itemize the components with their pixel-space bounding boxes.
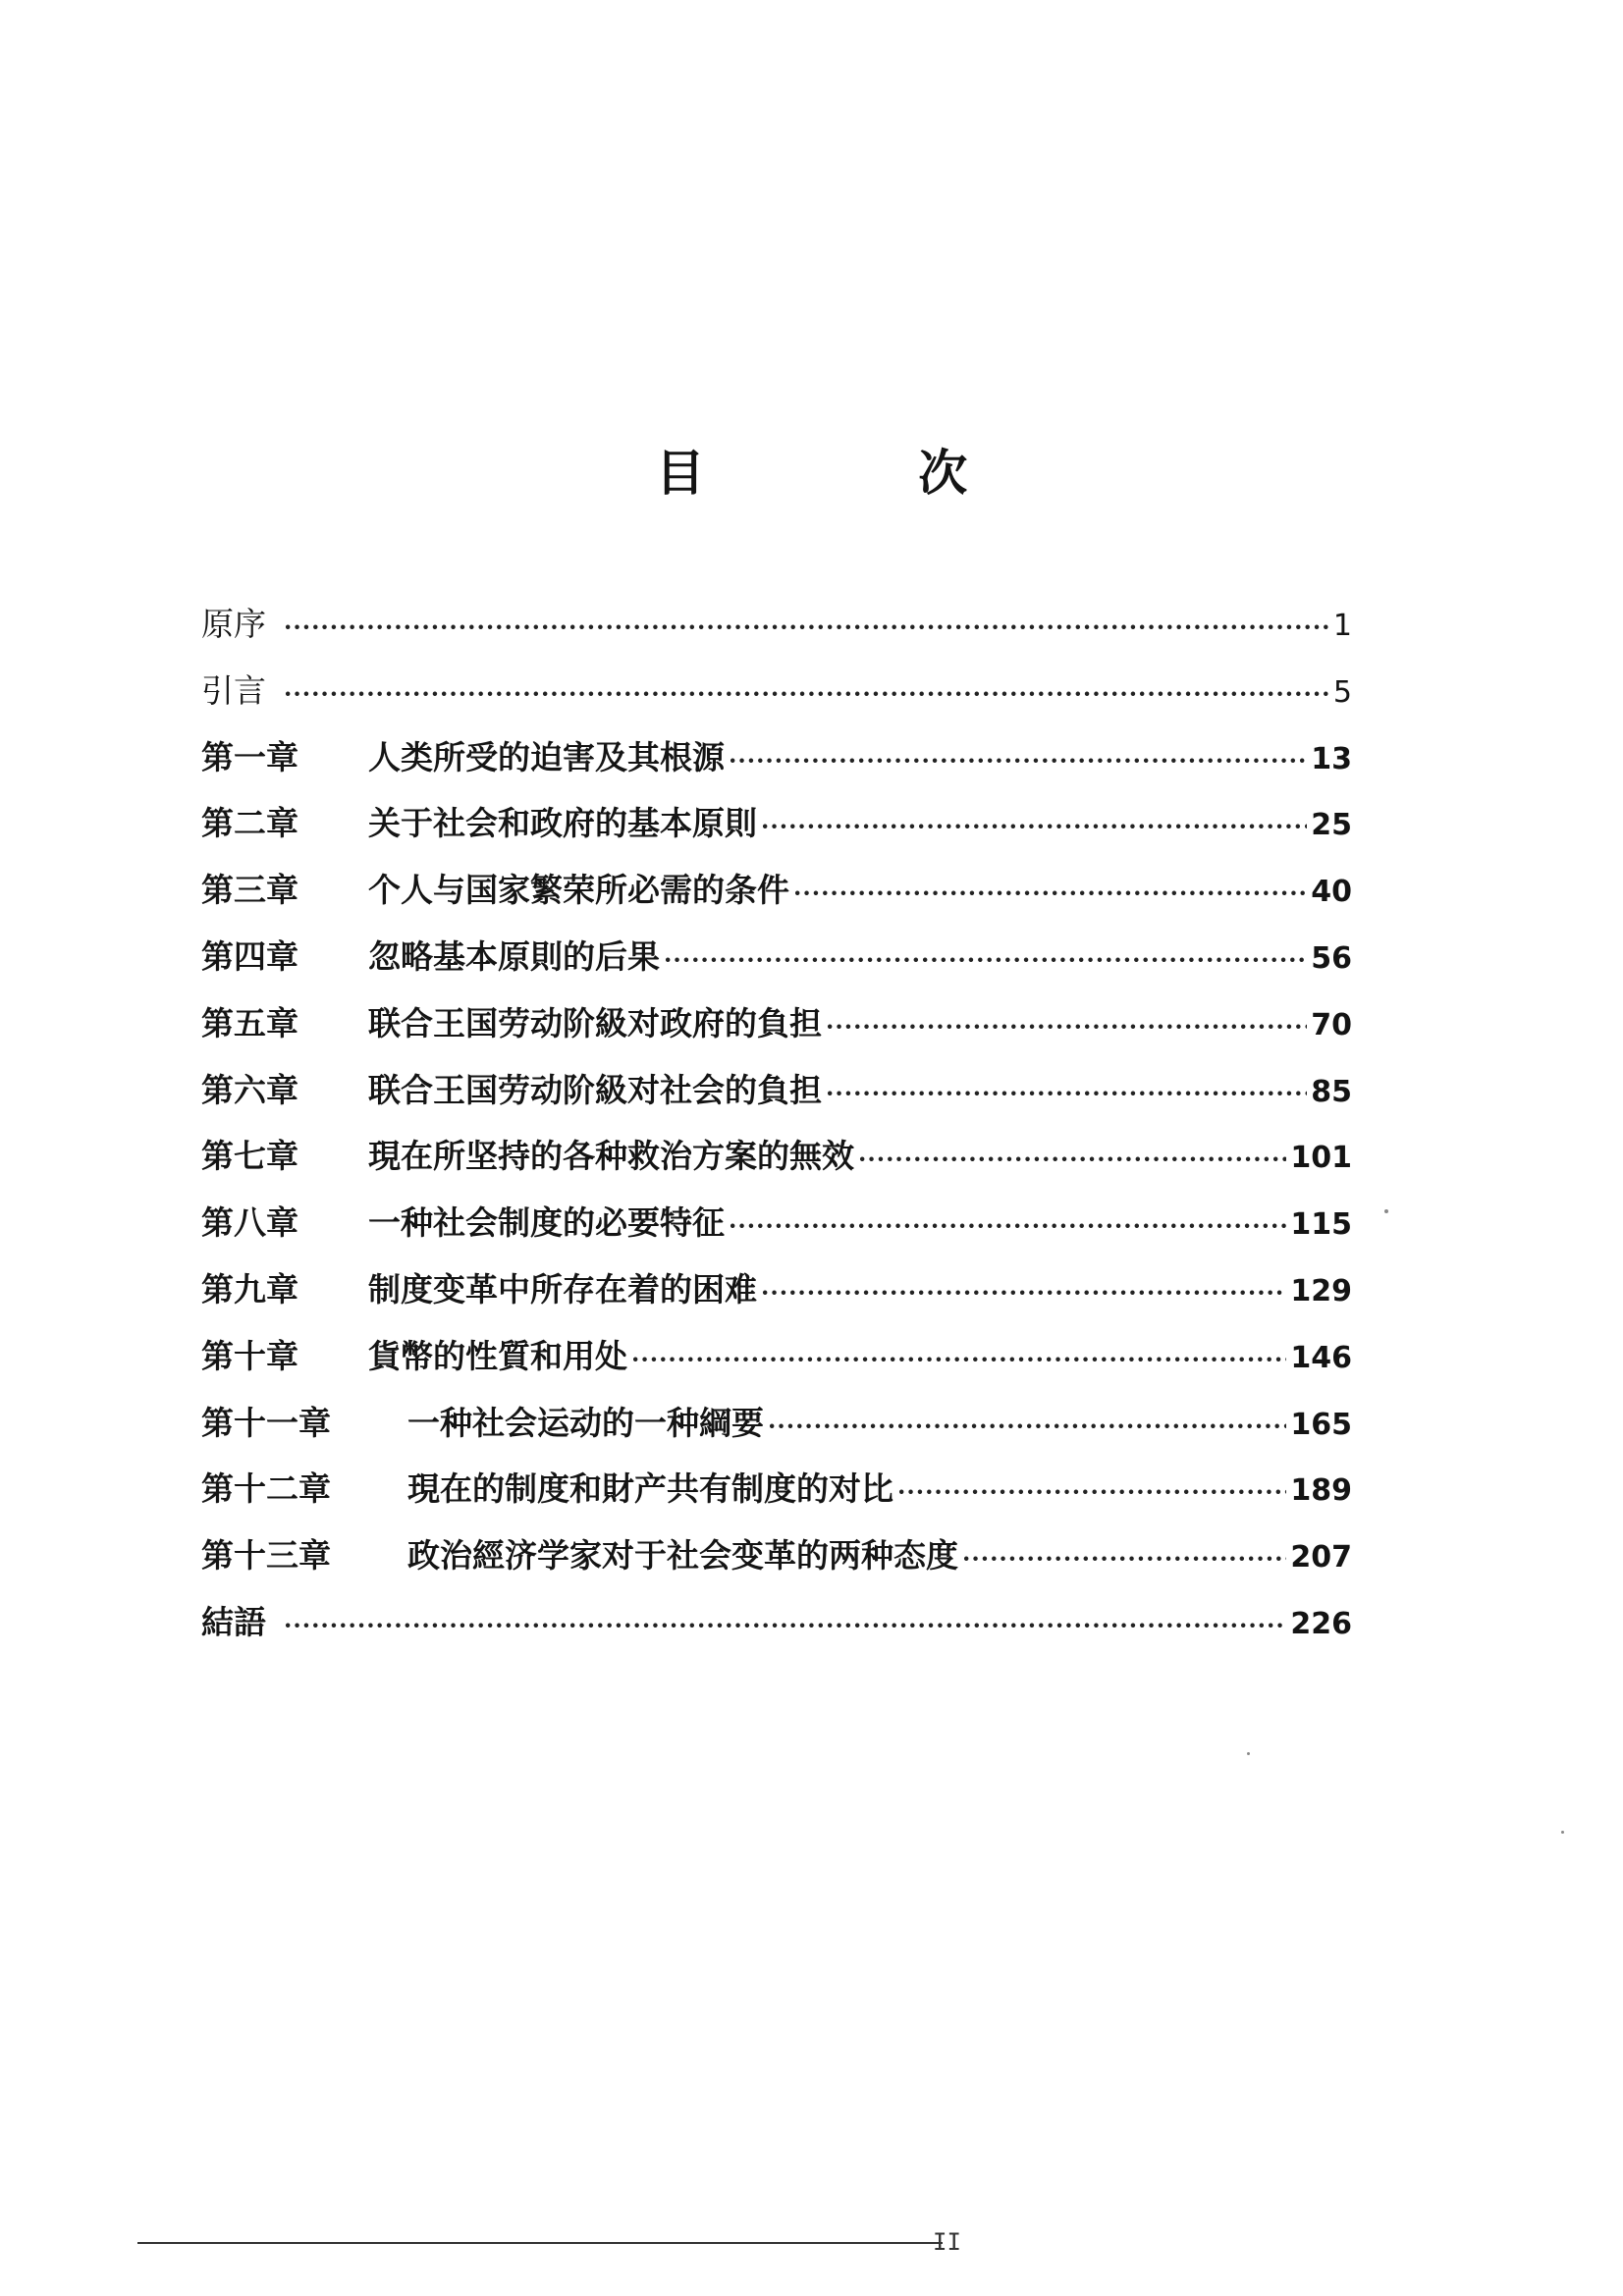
toc-leader-dots [729, 1206, 1286, 1246]
toc-leader-dots [631, 1340, 1286, 1379]
toc-chapter: 第十一章 [201, 1403, 331, 1442]
toc-entry-conclusion [201, 1603, 1352, 1670]
toc-page-number: 56 [1311, 940, 1352, 976]
toc-entry-chapter-8 [201, 1203, 1352, 1270]
toc-page-number: 207 [1290, 1540, 1352, 1575]
toc-page-number: 146 [1290, 1340, 1352, 1375]
toc-entry-chapter-10 [201, 1337, 1352, 1404]
toc-chapter: 第六章 [201, 1070, 298, 1109]
toc-leader-dots [664, 940, 1307, 980]
toc-entry-chapter-6 [201, 1071, 1352, 1138]
toc-title: 关于社会和政府的基本原則 [368, 804, 757, 843]
toc-title: 联合王国劳动阶級对社会的負担 [368, 1070, 822, 1109]
toc-page-number: 129 [1290, 1273, 1352, 1308]
toc-title: 貨幣的性質和用处 [368, 1336, 627, 1375]
toc-chapter: 引言 [201, 670, 266, 710]
toc-chapter: 第二章 [201, 804, 298, 843]
toc-title: 制度变革中所存在着的困难 [368, 1269, 757, 1308]
toc-page-number: 115 [1290, 1207, 1352, 1243]
toc-title: 現在的制度和財产共有制度的对比 [407, 1469, 893, 1509]
toc-entry-introduction [201, 671, 1352, 738]
toc-page-number: 5 [1332, 674, 1352, 710]
toc-chapter: 第一章 [201, 737, 298, 776]
toc-title: 联合王国劳动阶級对政府的負担 [368, 1003, 822, 1042]
toc-page-number: 25 [1311, 808, 1352, 843]
toc-leader-dots [729, 741, 1307, 780]
toc-chapter: 第五章 [201, 1003, 298, 1042]
toc-page-number: 165 [1290, 1407, 1352, 1442]
print-speck [1384, 1209, 1388, 1213]
toc-title: 現在所坚持的各种救治方案的無效 [368, 1137, 854, 1176]
toc-title: 忽略基本原則的后果 [368, 936, 660, 976]
toc-leader-dots [962, 1539, 1286, 1578]
toc-title: 一种社会运动的一种綱要 [407, 1403, 764, 1442]
toc-chapter: 第四章 [201, 936, 298, 976]
table-of-contents [201, 605, 1352, 1670]
toc-chapter: 原序 [201, 605, 266, 643]
toc-title: 个人与国家繁荣所必需的条件 [368, 871, 789, 910]
toc-page-number: 40 [1311, 875, 1352, 910]
toc-leader-dots [897, 1472, 1286, 1512]
toc-chapter: 第三章 [201, 871, 298, 910]
footer-rule [137, 2242, 943, 2244]
toc-leader-dots [858, 1140, 1286, 1179]
toc-entry-chapter-3 [201, 871, 1352, 937]
toc-entry-chapter-11 [201, 1404, 1352, 1470]
print-speck [1247, 1752, 1250, 1755]
toc-entry-chapter-13 [201, 1536, 1352, 1603]
toc-chapter: 第七章 [201, 1137, 298, 1176]
toc-chapter: 第十章 [201, 1336, 298, 1375]
toc-chapter: 第九章 [201, 1269, 298, 1308]
toc-entry-chapter-1 [201, 738, 1352, 805]
toc-entry-chapter-9 [201, 1270, 1352, 1337]
toc-page-number: 13 [1311, 741, 1352, 776]
toc-leader-dots [284, 674, 1329, 714]
toc-chapter: 第八章 [201, 1203, 298, 1243]
toc-leader-dots [761, 1273, 1286, 1312]
toc-page-number: 189 [1290, 1473, 1352, 1509]
toc-leader-dots [826, 1074, 1307, 1113]
toc-chapter: 第十二章 [201, 1469, 331, 1509]
print-speck [1561, 1831, 1564, 1834]
toc-entry-chapter-5 [201, 1004, 1352, 1071]
toc-title: 一种社会制度的必要特征 [368, 1203, 725, 1243]
toc-page-number: 226 [1290, 1606, 1352, 1641]
toc-title: 政治經济学家对于社会变革的两种态度 [407, 1536, 958, 1575]
toc-page-number: 85 [1311, 1074, 1352, 1109]
toc-page-number: 1 [1332, 609, 1352, 643]
toc-leader-dots [284, 1606, 1286, 1645]
toc-entry-chapter-12 [201, 1469, 1352, 1536]
toc-chapter: 結語 [201, 1602, 266, 1641]
toc-leader-dots [761, 807, 1307, 846]
toc-entry-preface [201, 605, 1352, 671]
toc-leader-dots [793, 874, 1307, 913]
toc-title: 人类所受的迫害及其根源 [368, 737, 725, 776]
toc-leader-dots [284, 608, 1329, 647]
toc-leader-dots [826, 1007, 1307, 1046]
toc-leader-dots [768, 1407, 1286, 1446]
toc-chapter: 第十三章 [201, 1536, 331, 1575]
page-title: 目 次 [655, 443, 1066, 502]
toc-page-number: 70 [1311, 1007, 1352, 1042]
footer-page-mark: II [933, 2228, 961, 2256]
toc-entry-chapter-4 [201, 937, 1352, 1004]
toc-page-number: 101 [1290, 1141, 1352, 1176]
toc-entry-chapter-2 [201, 804, 1352, 871]
toc-entry-chapter-7 [201, 1137, 1352, 1203]
